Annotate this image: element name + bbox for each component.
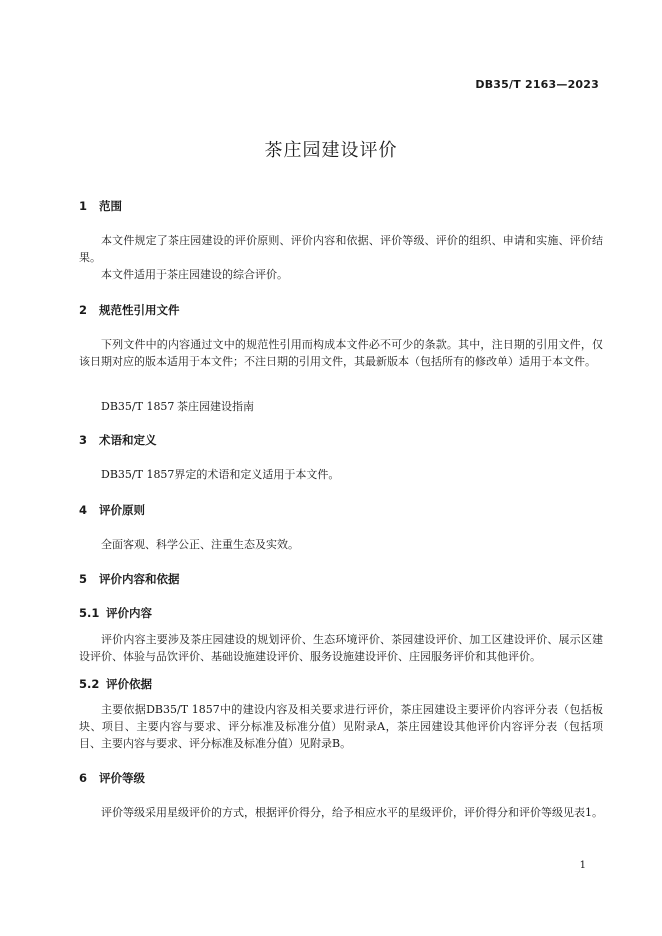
section-number: 6 <box>79 771 88 785</box>
page-number: 1 <box>579 860 586 871</box>
section-6-heading <box>79 770 145 786</box>
section-number: 3 <box>79 433 88 447</box>
section-number: 1 <box>79 199 88 213</box>
section-1-paragraph-1: 本文件规定了茶庄园建设的评价原则、评价内容和依据、评价等级、评价的组织、申请和实施、评价结果。 <box>79 234 603 264</box>
section-2-paragraph-1: 下列文件中的内容通过文中的规范性引用而构成本文件必不可少的条款。其中，注日期的引用文件，仅该日期对应的版本适用于本文件；不注日期的引用文件，其最新版本（包括所有的修改单）适用于本文件。 <box>79 338 603 368</box>
reference-code: DB35/T 1857 <box>101 400 175 413</box>
normative-reference <box>101 398 603 415</box>
section-title: 术语和定义 <box>99 433 157 447</box>
section-number: 5.1 <box>79 606 100 620</box>
section-3-heading <box>79 432 157 448</box>
section-title: 范围 <box>99 199 122 213</box>
section-5-heading <box>79 571 180 587</box>
section-number: 5.2 <box>79 677 100 691</box>
section-4-paragraph-1: 全面客观、科学公正、注重生态及实效。 <box>101 538 299 551</box>
section-2-heading <box>79 302 180 318</box>
section-number: 5 <box>79 572 88 586</box>
section-5-2-heading <box>79 676 152 692</box>
section-3-paragraph-1: DB35/T 1857界定的术语和定义适用于本文件。 <box>101 468 340 481</box>
section-1-paragraph-2: 本文件适用于茶庄园建设的综合评价。 <box>101 268 288 281</box>
section-number: 2 <box>79 303 88 317</box>
section-title: 评价内容 <box>106 606 152 620</box>
section-title: 规范性引用文件 <box>99 303 180 317</box>
section-title: 评价依据 <box>106 677 152 691</box>
section-4-heading <box>79 502 145 518</box>
section-5-2-paragraph-1: 主要依据DB35/T 1857中的建设内容及相关要求进行评价，茶庄园建设主要评价内容评分表（包括板块、项目、主要内容与要求、评分标准及标准分值）见附录A，茶庄园建设其他评价内容评分表（包括项目、主要内容与要求、评分标准及标准分值）见附录B。 <box>79 703 603 750</box>
section-title: 评价等级 <box>99 771 145 785</box>
section-title: 评价内容和依据 <box>99 572 180 586</box>
section-5-1-heading <box>79 605 152 621</box>
section-title: 评价原则 <box>99 503 145 517</box>
reference-title: 茶庄园建设指南 <box>177 400 254 413</box>
section-6-paragraph-1: 评价等级采用星级评价的方式，根据评价得分，给予相应水平的星级评价，评价得分和评价等级见表1。 <box>101 806 603 819</box>
page-title: 茶庄园建设评价 <box>264 140 398 161</box>
document-code: DB35/T 2163—2023 <box>475 78 599 91</box>
section-5-1-paragraph-1: 评价内容主要涉及茶庄园建设的规划评价、生态环境评价、茶园建设评价、加工区建设评价、展示区建设评价、体验与品饮评价、基础设施建设评价、服务设施建设评价、庄园服务评价和其他评价。 <box>79 633 603 663</box>
section-1-heading <box>79 198 122 214</box>
section-number: 4 <box>79 503 88 517</box>
